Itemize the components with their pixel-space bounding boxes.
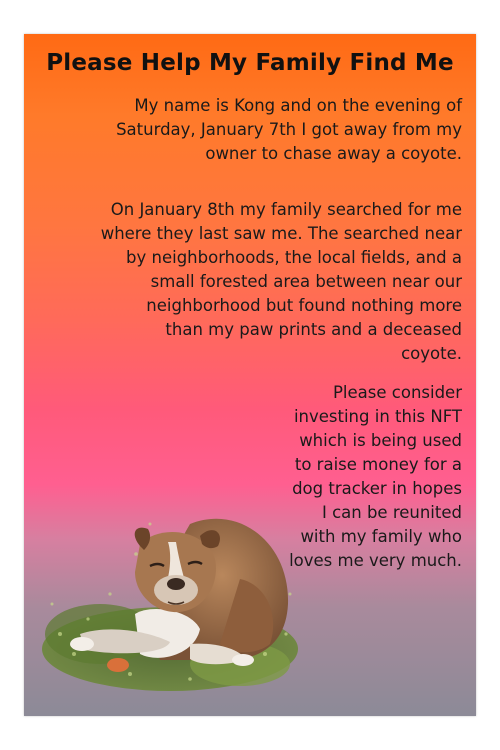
dog-figure [70, 519, 288, 666]
dog-photo [40, 484, 302, 694]
search-paragraph: On January 8th my family searched for me where they last saw me. The searched near by neighborhoods, the local fields, and a small forested area between near our neighborhood but found nothing more than my paw prints and a deceased coyote. [100, 200, 462, 363]
appeal-paragraph: Please consider investing in this NFT which is being used to raise money for a dog tracker in hopes I can be reunited with my family who loves me very much. [289, 383, 462, 570]
intro-paragraph: My name is Kong and on the evening of Saturday, January 7th I got away from my owner to chase away a coyote. [116, 96, 462, 163]
toy-ball [107, 658, 129, 672]
missing-dog-poster [24, 34, 476, 716]
poster-title: Please Help My Family Find Me [46, 50, 454, 76]
